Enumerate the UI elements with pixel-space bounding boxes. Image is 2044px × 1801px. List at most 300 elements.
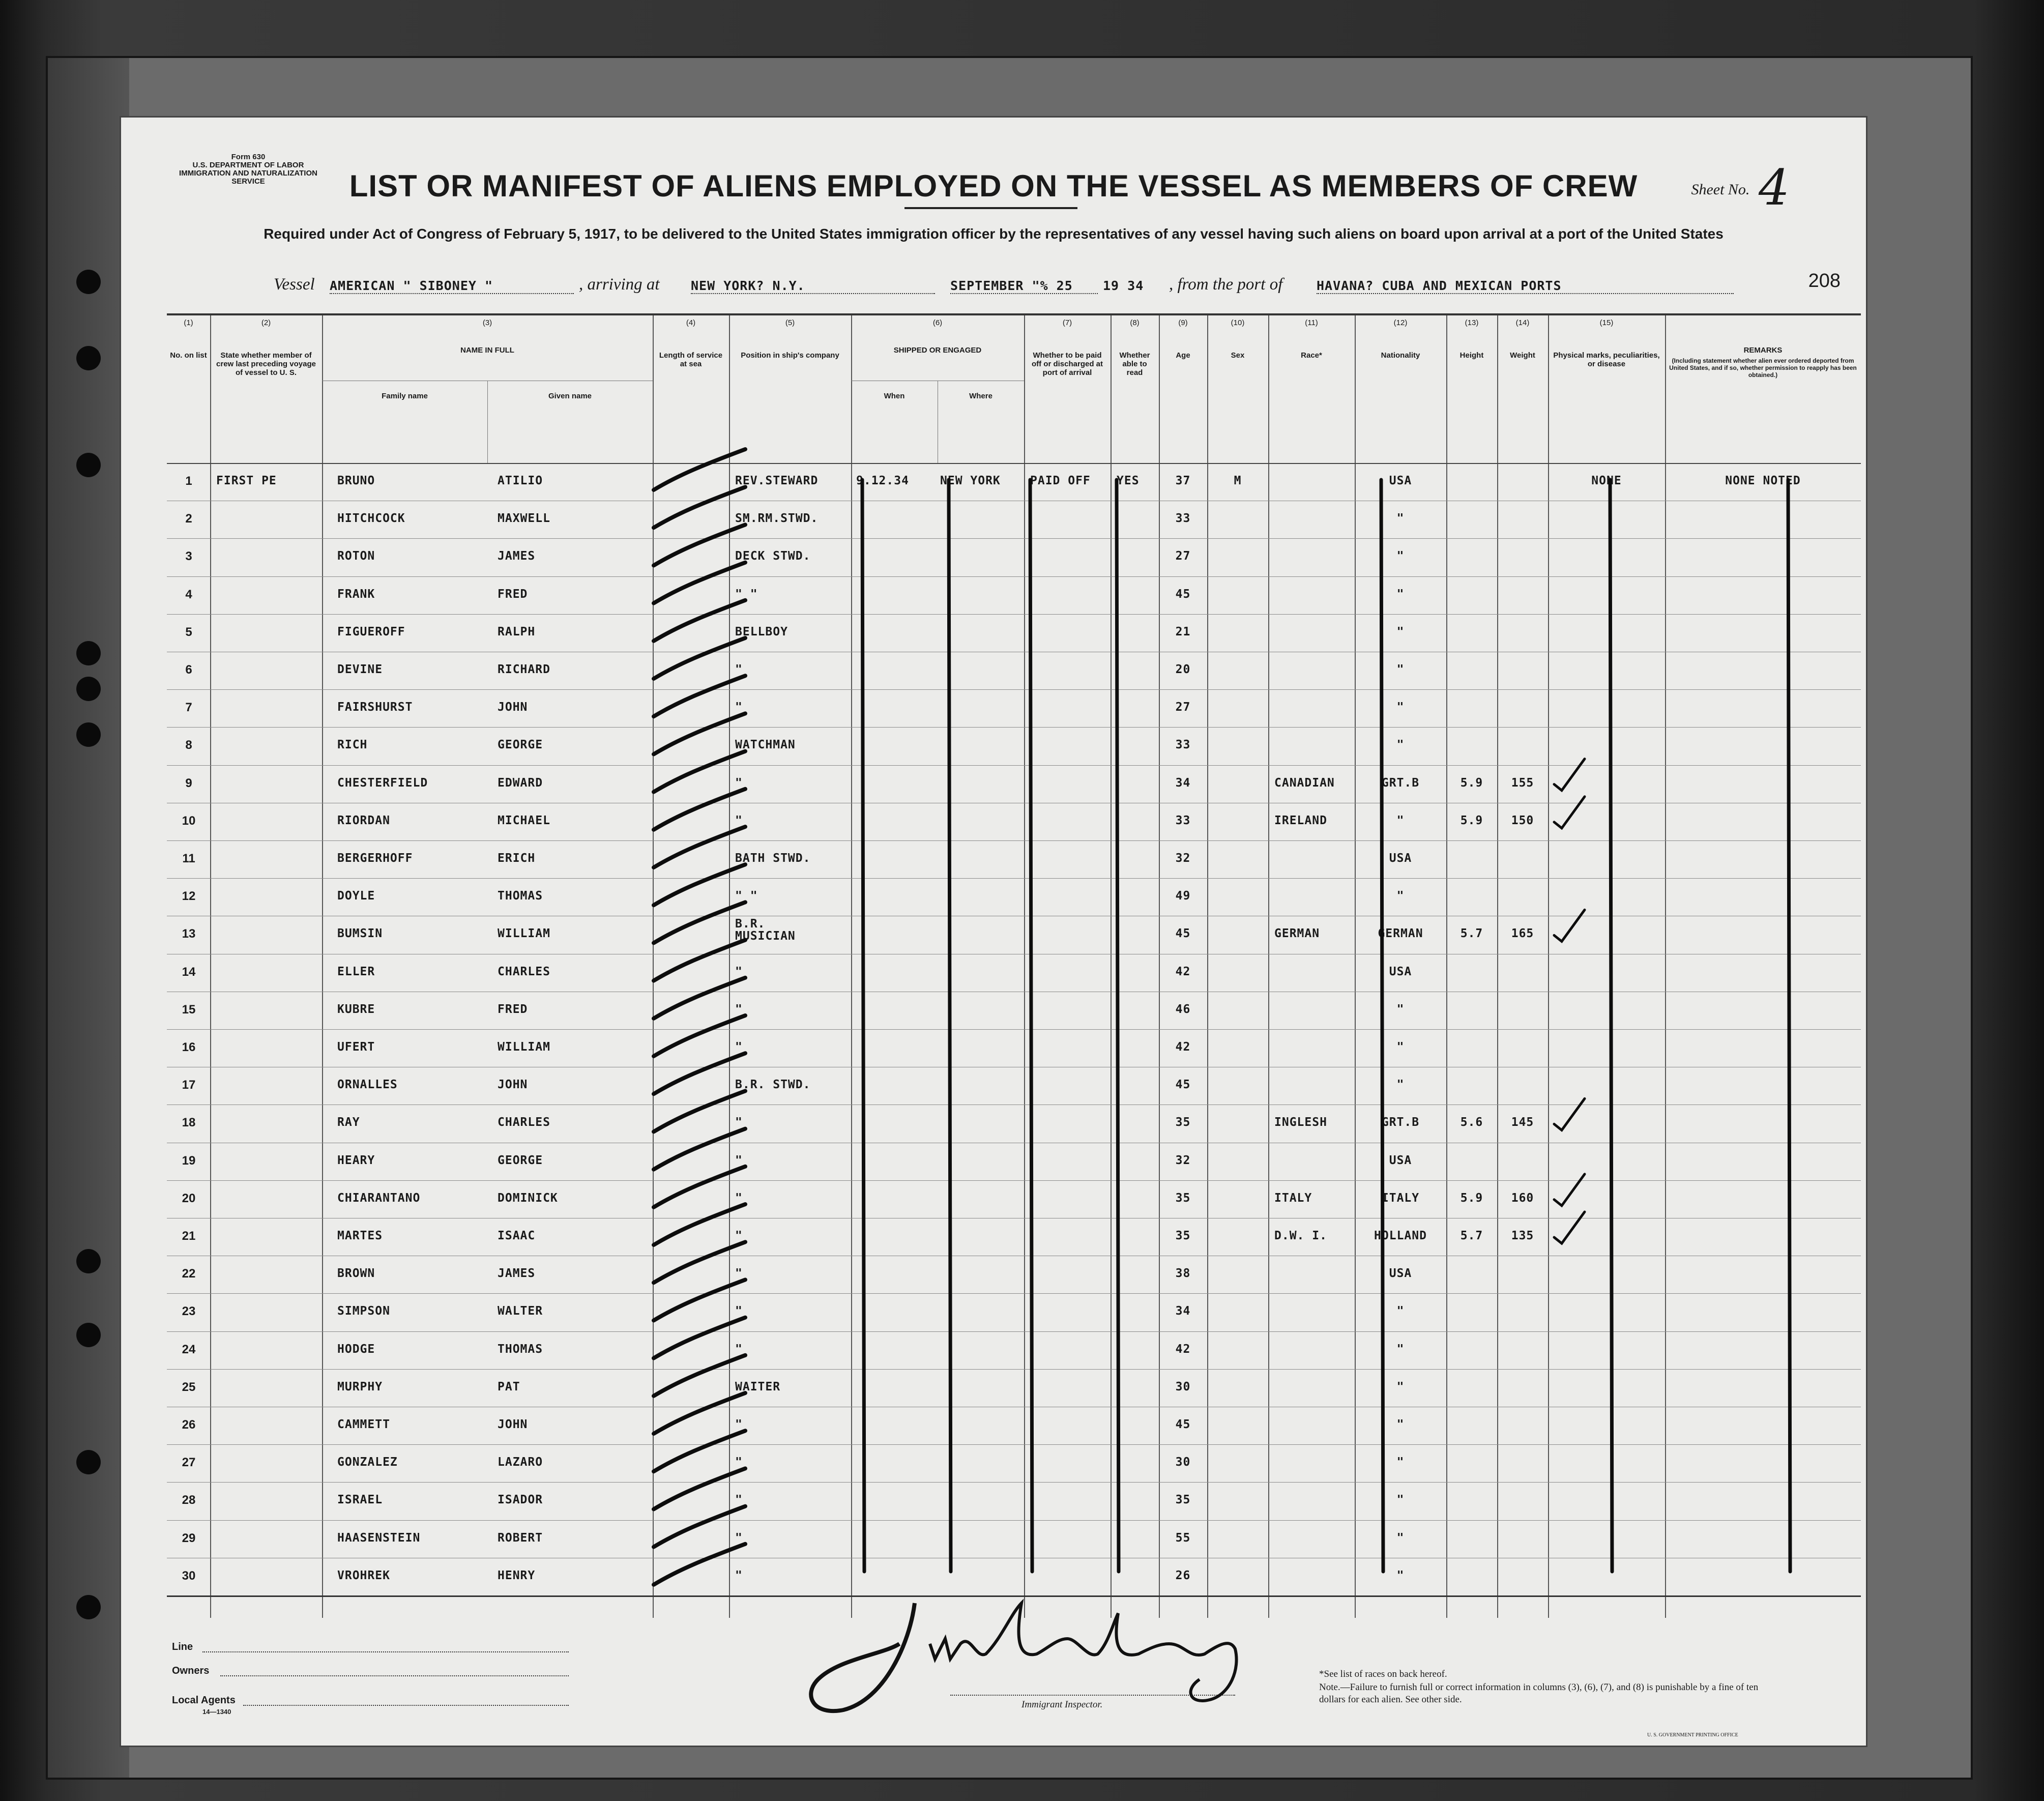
row-number: 20 xyxy=(182,1191,196,1205)
cell-family: ISRAEL xyxy=(337,1493,383,1507)
cell-family: BUMSIN xyxy=(337,927,383,941)
cell-where: NEW YORK xyxy=(940,474,1001,487)
row-number: 14 xyxy=(182,965,196,979)
cell-position: BATH STWD. xyxy=(735,852,811,865)
handwritten-slash xyxy=(654,713,745,754)
cell-position: " xyxy=(735,1531,743,1545)
sheet-number-value: 4 xyxy=(1758,159,1790,216)
column-header: No. on list xyxy=(170,351,207,360)
column-header: Whether able to read xyxy=(1119,351,1150,377)
cell-family: VROHREK xyxy=(337,1568,390,1582)
handwritten-slash xyxy=(654,902,745,943)
cell-weight: 150 xyxy=(1511,814,1534,827)
cell-nationality: " xyxy=(1396,1342,1405,1356)
row-number: 11 xyxy=(182,852,195,865)
handwritten-slash xyxy=(654,487,745,528)
row-number: 13 xyxy=(182,927,196,941)
cell-family: HEARY xyxy=(337,1153,375,1167)
handwritten-slash xyxy=(654,1204,745,1245)
handwritten-slash xyxy=(654,1393,745,1434)
cell-given: ROBERT xyxy=(498,1531,543,1545)
cell-age: 32 xyxy=(1175,852,1191,865)
cell-family: FAIRSHURST xyxy=(337,701,413,714)
cell-family: RIORDAN xyxy=(337,814,390,827)
page-subtitle: Required under Act of Congress of February 5, 1917, to be delivered to the United States immigration officer by the representatives of any vessel having such aliens on board upon arrival at a port of the United States xyxy=(264,226,1724,242)
cell-age: 21 xyxy=(1175,625,1191,638)
cell-family: ORNALLES xyxy=(337,1078,398,1092)
cell-family: HITCHCOCK xyxy=(337,512,405,526)
cell-weight: 155 xyxy=(1511,776,1534,790)
row-number: 18 xyxy=(182,1116,196,1130)
cell-race: IRELAND xyxy=(1274,814,1327,827)
check-mark xyxy=(1554,1174,1585,1206)
handwritten-slash xyxy=(654,978,745,1019)
cell-position: " xyxy=(735,663,743,676)
stamp-number: 208 xyxy=(1808,270,1841,292)
handwritten-slash xyxy=(654,827,745,867)
cell-age: 33 xyxy=(1175,512,1191,526)
races-note: *See list of races on back hereof. xyxy=(1319,1669,1447,1679)
cell-position: " xyxy=(735,1116,743,1129)
column-header: Whether to be paid off or discharged at port of arrival xyxy=(1031,351,1103,377)
row-number: 17 xyxy=(182,1078,196,1092)
column-header: SHIPPED OR ENGAGED xyxy=(893,346,982,355)
cell-nationality: " xyxy=(1396,1304,1405,1318)
cell-age: 49 xyxy=(1175,889,1191,903)
handwritten-slash xyxy=(654,676,745,716)
cell-given: JOHN xyxy=(498,1078,528,1092)
column-subheader: (Including statement whether alien ever ordered deported from United States, and if so, whether permission to reapply has been obtained.) xyxy=(1669,357,1857,379)
row-number: 29 xyxy=(182,1531,196,1545)
cell-position: " " xyxy=(735,587,758,601)
cell-given: WALTER xyxy=(498,1304,543,1318)
cell-age: 45 xyxy=(1175,1418,1191,1431)
cell-family: CAMMETT xyxy=(337,1418,390,1431)
column-header: Nationality xyxy=(1381,351,1420,360)
row-number: 28 xyxy=(182,1493,196,1507)
ditto-line xyxy=(1030,480,1032,1572)
cell-given: PAT xyxy=(498,1380,520,1393)
cell-family: MURPHY xyxy=(337,1380,383,1393)
form-code: 14—1340 xyxy=(202,1708,231,1716)
column-number: (13) xyxy=(1465,318,1479,327)
column-header: Length of service at sea xyxy=(659,351,723,368)
cell-nationality: " xyxy=(1396,663,1405,676)
handwritten-slash xyxy=(654,1431,745,1471)
cell-family: BRUNO xyxy=(337,474,375,487)
cell-given: JAMES xyxy=(498,1267,536,1281)
handwritten-slash xyxy=(654,1242,745,1283)
cell-nationality: GRT.B xyxy=(1381,776,1420,790)
vessel-name: AMERICAN " SIBONEY " xyxy=(330,278,574,294)
cell-given: ISAAC xyxy=(498,1229,536,1242)
cell-position: WATCHMAN xyxy=(735,738,796,752)
row-number: 9 xyxy=(185,776,192,790)
column-header: Physical marks, peculiarities, or disease xyxy=(1553,351,1660,368)
inspector-label: Immigrant Inspector. xyxy=(1021,1699,1103,1710)
column-number: (3) xyxy=(482,318,492,327)
row-number: 10 xyxy=(182,814,196,828)
cell-given: JOHN xyxy=(498,1418,528,1431)
cell-sex: M xyxy=(1234,474,1242,487)
cell-nationality: " xyxy=(1396,1531,1405,1545)
arriving-port: NEW YORK? N.Y. xyxy=(691,278,935,294)
cell-paid: PAID OFF xyxy=(1030,474,1091,487)
cell-nationality: " xyxy=(1396,587,1405,601)
cell-family: UFERT xyxy=(337,1040,375,1054)
line-label: Line xyxy=(172,1641,193,1652)
cell-position: " xyxy=(735,1568,743,1582)
cell-weight: 135 xyxy=(1511,1229,1534,1242)
cell-position: " xyxy=(735,1304,743,1318)
sheet-label: Sheet No. xyxy=(1691,181,1750,198)
cell-prev: FIRST PE xyxy=(216,474,277,487)
handwritten-slash xyxy=(654,1544,745,1585)
cell-given: EDWARD xyxy=(498,776,543,790)
cell-nationality: USA xyxy=(1389,852,1412,865)
cell-age: 42 xyxy=(1175,1342,1191,1356)
cell-age: 33 xyxy=(1175,738,1191,752)
column-subheader: Where xyxy=(969,392,992,400)
row-number: 24 xyxy=(182,1342,196,1356)
row-number: 30 xyxy=(182,1568,196,1583)
handwritten-slash xyxy=(654,449,745,490)
cell-family: RICH xyxy=(337,738,368,752)
handwritten-slash xyxy=(654,1091,745,1131)
arrival-year: 19 34 xyxy=(1103,278,1144,293)
column-subheader: When xyxy=(884,392,905,400)
cell-age: 30 xyxy=(1175,1380,1191,1393)
row-number: 12 xyxy=(182,889,196,904)
cell-nationality: " xyxy=(1396,1002,1405,1016)
cell-given: MAXWELL xyxy=(498,512,550,526)
cell-nationality: USA xyxy=(1389,1153,1412,1167)
column-number: (10) xyxy=(1231,318,1245,327)
handwritten-slash xyxy=(654,1167,745,1207)
cell-family: ROTON xyxy=(337,549,375,563)
cell-height: 5.7 xyxy=(1460,1229,1483,1242)
cell-nationality: " xyxy=(1396,1418,1405,1431)
cell-position: " xyxy=(735,776,743,790)
cell-position: DECK STWD. xyxy=(735,549,811,563)
handwritten-slash xyxy=(654,864,745,905)
cell-race: CANADIAN xyxy=(1274,776,1335,790)
check-mark xyxy=(1554,910,1585,941)
column-header: Race* xyxy=(1301,351,1322,360)
column-number: (14) xyxy=(1515,318,1530,327)
arrival-date: SEPTEMBER "% 25 xyxy=(950,278,1098,294)
cell-position: WAITER xyxy=(735,1380,781,1393)
column-header: Weight xyxy=(1510,351,1535,360)
ditto-line xyxy=(862,480,864,1572)
cell-position: " xyxy=(735,1229,743,1242)
cell-nationality: GRT.B xyxy=(1381,1116,1420,1129)
check-mark xyxy=(1554,759,1585,791)
form-number-block: Form 630 U.S. DEPARTMENT OF LABOR IMMIGRATION AND NATURALIZATION SERVICE xyxy=(179,153,317,186)
cell-family: DOYLE xyxy=(337,889,375,903)
row-number: 23 xyxy=(182,1304,196,1319)
cell-position: B.R. MUSICIAN xyxy=(735,917,796,943)
column-header: REMARKS xyxy=(1743,346,1783,355)
cell-age: 37 xyxy=(1175,474,1191,487)
row-number: 4 xyxy=(185,587,192,601)
row-number: 22 xyxy=(182,1267,196,1281)
cell-age: 42 xyxy=(1175,965,1191,978)
cell-race: D.W. I. xyxy=(1274,1229,1327,1242)
row-number: 25 xyxy=(182,1380,196,1394)
cell-nationality: " xyxy=(1396,701,1405,714)
cell-age: 30 xyxy=(1175,1456,1191,1469)
cell-family: GONZALEZ xyxy=(337,1456,398,1469)
cell-family: KUBRE xyxy=(337,1002,375,1016)
cell-nationality: " xyxy=(1396,1493,1405,1507)
cell-age: 45 xyxy=(1175,927,1191,941)
cell-race: INGLESH xyxy=(1274,1116,1327,1129)
cell-nationality: USA xyxy=(1389,965,1412,978)
row-number: 16 xyxy=(182,1040,196,1054)
cell-height: 5.6 xyxy=(1460,1116,1483,1129)
owners-label: Owners xyxy=(172,1665,210,1676)
cell-family: BROWN xyxy=(337,1267,375,1281)
handwritten-slash xyxy=(654,1129,745,1170)
handwritten-slash xyxy=(654,1280,745,1320)
cell-given: MICHAEL xyxy=(498,814,550,827)
handwritten-slash xyxy=(654,789,745,830)
cell-age: 33 xyxy=(1175,814,1191,827)
cell-nationality: " xyxy=(1396,1568,1405,1582)
handwritten-slash xyxy=(654,1053,745,1094)
cell-given: FRED xyxy=(498,1002,528,1016)
cell-nationality: " xyxy=(1396,1078,1405,1092)
cell-race: GERMAN xyxy=(1274,927,1320,941)
cell-position: " xyxy=(735,814,743,827)
row-number: 26 xyxy=(182,1418,196,1432)
cell-height: 5.9 xyxy=(1460,1191,1483,1205)
cell-age: 35 xyxy=(1175,1191,1191,1205)
cell-position: SM.RM.STWD. xyxy=(735,512,819,526)
cell-family: CHIARANTANO xyxy=(337,1191,421,1205)
column-number: (5) xyxy=(785,318,795,327)
handwritten-slash xyxy=(654,940,745,981)
cell-nationality: " xyxy=(1396,814,1405,827)
cell-weight: 160 xyxy=(1511,1191,1534,1205)
row-number: 3 xyxy=(185,549,192,564)
cell-nationality: HOLLAND xyxy=(1374,1229,1427,1242)
vessel-label: Vessel xyxy=(274,275,315,294)
arriving-label: , arriving at xyxy=(579,275,660,294)
handwritten-slash xyxy=(654,563,745,603)
column-subheader: Given name xyxy=(548,392,592,400)
cell-nationality: " xyxy=(1396,1380,1405,1393)
cell-position: B.R. STWD. xyxy=(735,1078,811,1092)
handwritten-slash xyxy=(654,1468,745,1509)
column-number: (1) xyxy=(184,318,193,327)
cell-age: 34 xyxy=(1175,776,1191,790)
handwritten-slash xyxy=(654,1355,745,1396)
cell-given: CHARLES xyxy=(498,1116,550,1129)
cell-nationality: ITALY xyxy=(1381,1191,1420,1205)
cell-nationality: " xyxy=(1396,738,1405,752)
cell-nationality: USA xyxy=(1389,474,1412,487)
from-port-label: , from the port of xyxy=(1169,275,1283,294)
cell-given: JOHN xyxy=(498,701,528,714)
cell-race: ITALY xyxy=(1274,1191,1312,1205)
cell-given: GEORGE xyxy=(498,738,543,752)
cell-nationality: USA xyxy=(1389,1267,1412,1281)
cell-given: RICHARD xyxy=(498,663,550,676)
cell-age: 32 xyxy=(1175,1153,1191,1167)
cell-given: FRED xyxy=(498,587,528,601)
cell-read: YES xyxy=(1117,474,1140,487)
column-header: Sex xyxy=(1231,351,1245,360)
cell-family: CHESTERFIELD xyxy=(337,776,428,790)
row-number: 27 xyxy=(182,1456,196,1470)
cell-age: 35 xyxy=(1175,1116,1191,1129)
cell-age: 26 xyxy=(1175,1568,1191,1582)
cell-given: DOMINICK xyxy=(498,1191,558,1205)
cell-given: CHARLES xyxy=(498,965,550,978)
row-number: 1 xyxy=(185,474,192,488)
handwritten-slash xyxy=(654,1318,745,1358)
cell-position: " xyxy=(735,1040,743,1054)
penalty-note: Note.—Failure to furnish full or correct information in columns (3), (6), (7), and (8) is punishable by a fine of ten dollars for each alien. See other side. xyxy=(1319,1682,1759,1705)
row-number: 5 xyxy=(185,625,192,639)
column-number: (12) xyxy=(1393,318,1408,327)
cell-given: GEORGE xyxy=(498,1153,543,1167)
cell-height: 5.9 xyxy=(1460,814,1483,827)
cell-position: BELLBOY xyxy=(735,625,788,638)
cell-given: WILLIAM xyxy=(498,927,550,941)
cell-family: SIMPSON xyxy=(337,1304,390,1318)
cell-position: " xyxy=(735,1493,743,1507)
cell-nationality: " xyxy=(1396,1040,1405,1054)
cell-age: 35 xyxy=(1175,1493,1191,1507)
column-number: (6) xyxy=(932,318,943,327)
row-number: 6 xyxy=(185,663,192,677)
check-mark xyxy=(1554,797,1585,828)
column-header: Position in ship's company xyxy=(741,351,839,360)
handwritten-slash xyxy=(654,525,745,565)
printer-note: U. S. GOVERNMENT PRINTING OFFICE xyxy=(1647,1732,1738,1738)
cell-position: " xyxy=(735,1002,743,1016)
row-number: 8 xyxy=(185,738,192,752)
handwritten-slash xyxy=(654,638,745,679)
row-number: 7 xyxy=(185,701,192,715)
cell-height: 5.9 xyxy=(1460,776,1483,790)
cell-position: " xyxy=(735,1342,743,1356)
cell-position: " xyxy=(735,1191,743,1205)
column-header: State whether member of crew last preceding voyage of vessel to U. S. xyxy=(216,351,316,377)
cell-weight: 145 xyxy=(1511,1116,1534,1129)
cell-family: HODGE xyxy=(337,1342,375,1356)
row-number: 19 xyxy=(182,1153,196,1168)
page-title: LIST OR MANIFEST OF ALIENS EMPLOYED ON THE VESSEL AS MEMBERS OF CREW xyxy=(349,169,1638,203)
cell-age: 42 xyxy=(1175,1040,1191,1054)
cell-family: FIGUEROFF xyxy=(337,625,405,638)
cell-nationality: GERMAN xyxy=(1378,927,1423,941)
column-number: (9) xyxy=(1178,318,1188,327)
cell-nationality: " xyxy=(1396,549,1405,563)
cell-height: 5.7 xyxy=(1460,927,1483,941)
cell-given: ERICH xyxy=(498,852,536,865)
cell-given: JAMES xyxy=(498,549,536,563)
check-mark xyxy=(1554,1212,1585,1243)
cell-family: HAASENSTEIN xyxy=(337,1531,421,1545)
column-number: (8) xyxy=(1130,318,1140,327)
cell-given: ISADOR xyxy=(498,1493,543,1507)
cell-age: 55 xyxy=(1175,1531,1191,1545)
column-number: (11) xyxy=(1305,318,1318,327)
cell-family: BERGERHOFF xyxy=(337,852,413,865)
ditto-line xyxy=(949,480,951,1572)
cell-age: 20 xyxy=(1175,663,1191,676)
cell-given: ATILIO xyxy=(498,474,543,487)
cell-family: FRANK xyxy=(337,587,375,601)
cell-given: THOMAS xyxy=(498,889,543,903)
cell-weight: 165 xyxy=(1511,927,1534,941)
cell-position: REV.STEWARD xyxy=(735,474,819,487)
ditto-line xyxy=(1381,480,1383,1572)
cell-family: MARTES xyxy=(337,1229,383,1242)
handwritten-slash xyxy=(654,751,745,792)
cell-remarks: NONE NOTED xyxy=(1725,474,1801,487)
cell-given: LAZARO xyxy=(498,1456,543,1469)
ditto-line xyxy=(1117,480,1119,1572)
cell-position: " xyxy=(735,701,743,714)
cell-age: 46 xyxy=(1175,1002,1191,1016)
handwritten-slash xyxy=(654,1015,745,1056)
cell-age: 27 xyxy=(1175,549,1191,563)
column-header: NAME IN FULL xyxy=(460,346,514,355)
cell-given: WILLIAM xyxy=(498,1040,550,1054)
cell-position: " xyxy=(735,1267,743,1281)
cell-age: 35 xyxy=(1175,1229,1191,1242)
from-port: HAVANA? CUBA AND MEXICAN PORTS xyxy=(1317,278,1734,294)
row-number: 21 xyxy=(182,1229,196,1243)
ditto-line xyxy=(1610,480,1612,1572)
column-number: (2) xyxy=(261,318,271,327)
cell-position: " xyxy=(735,1456,743,1469)
row-number: 2 xyxy=(185,512,192,526)
handwritten-slash xyxy=(654,1506,745,1547)
column-header: Age xyxy=(1176,351,1190,360)
cell-age: 45 xyxy=(1175,1078,1191,1092)
cell-position: " xyxy=(735,965,743,978)
column-header: Height xyxy=(1459,351,1484,360)
cell-age: 38 xyxy=(1175,1267,1191,1281)
column-subheader: Family name xyxy=(382,392,428,400)
cell-position: " xyxy=(735,1418,743,1431)
cell-family: DEVINE xyxy=(337,663,383,676)
cell-age: 34 xyxy=(1175,1304,1191,1318)
cell-family: ELLER xyxy=(337,965,375,978)
cell-when: 9.12.34 xyxy=(856,474,909,487)
cell-nationality: " xyxy=(1396,512,1405,526)
column-number: (7) xyxy=(1062,318,1072,327)
cell-given: HENRY xyxy=(498,1568,536,1582)
column-number: (4) xyxy=(686,318,696,327)
ditto-line xyxy=(1788,480,1790,1572)
cell-nationality: " xyxy=(1396,1456,1405,1469)
local-agents-label: Local Agents xyxy=(172,1695,236,1706)
cell-family: RAY xyxy=(337,1116,360,1129)
cell-nationality: " xyxy=(1396,889,1405,903)
cell-given: RALPH xyxy=(498,625,536,638)
cell-marks: NONE xyxy=(1591,474,1622,487)
cell-nationality: " xyxy=(1396,625,1405,638)
row-number: 15 xyxy=(182,1002,196,1016)
cell-position: " xyxy=(735,1153,743,1167)
